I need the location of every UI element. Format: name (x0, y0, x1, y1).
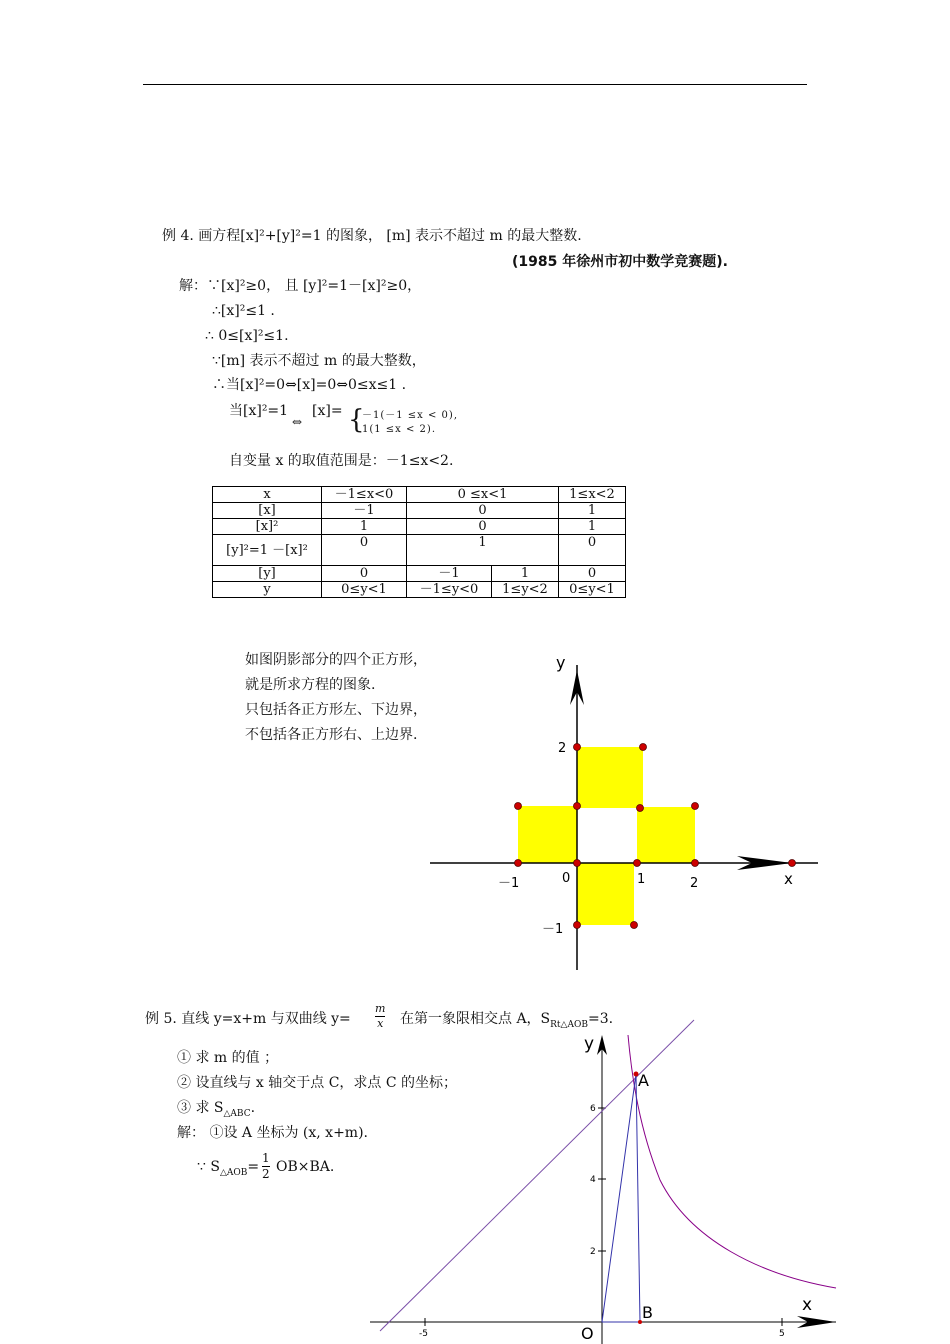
cell: 0 (407, 519, 559, 535)
ex5-q3-end: . (250, 1100, 256, 1116)
ex4-line1: 解：∵[x]²≥0， 且 [y]²=1－[x]²≥0， (179, 278, 422, 294)
ex4-title: 例 4. 画方程[x]²+[y]²=1 的图象， [m] 表示不超过 m 的最大整数. (162, 228, 582, 244)
tick-label: -5 (419, 1329, 428, 1339)
cell: [y]²=1 －[x]² (213, 535, 322, 566)
ex4-line4: ∵[m] 表示不超过 m 的最大整数， (212, 353, 426, 369)
case-brace: { (348, 405, 365, 435)
cell: 1≤x<2 (559, 487, 626, 503)
ex5-stmt-a: 例 5. 直线 y=x+m 与双曲线 y= (145, 1011, 351, 1027)
hyperbola (628, 1035, 836, 1288)
cell: x (213, 487, 322, 503)
ex5-sol2-eq: = (247, 1159, 260, 1175)
case-2: 1(1 ≤x < 2). (362, 424, 437, 435)
cell: －1≤y<0 (407, 582, 492, 598)
ex4-source: (1985 年徐州市初中数学竞赛题). (512, 254, 728, 270)
x-axis-label: x (802, 1295, 813, 1315)
tick-label: 0 (562, 871, 571, 886)
tick-label: 2 (558, 741, 567, 756)
cell: [y] (213, 566, 322, 582)
denominator: x (375, 1016, 385, 1030)
tick-label: －1 (498, 876, 520, 891)
ex4-line2: ∴[x]²≤1 . (212, 303, 275, 319)
tick-label: 5 (779, 1329, 785, 1339)
cell: 0≤y<1 (322, 582, 407, 598)
cell: 1≤y<2 (492, 582, 559, 598)
cell: 1 (559, 519, 626, 535)
tick-label: －1 (542, 922, 564, 937)
cell: [x]² (213, 519, 322, 535)
tick-label: 1 (637, 872, 646, 887)
ex4-line6a: 当[x]²=1 (229, 403, 289, 419)
cell: －1 (407, 566, 492, 582)
desc-line2: 就是所求方程的图象. (245, 677, 376, 693)
y-axis-label: y (556, 653, 566, 672)
ex5-stmt-c: =3. (587, 1011, 614, 1027)
desc-line4: 不包括各正方形右、上边界. (245, 727, 418, 743)
cell: 0 (322, 566, 407, 582)
cell: [x] (213, 503, 322, 519)
numerator: 1 (262, 1151, 270, 1165)
denominator: 2 (262, 1167, 270, 1182)
tick-label: 6 (590, 1104, 596, 1114)
cell: 1 (407, 535, 559, 566)
ex5-q2: ② 设直线与 x 轴交于点 C，求点 C 的坐标； (177, 1075, 458, 1091)
ex5-stmt-sub: Rt△AOB (550, 1019, 588, 1030)
desc-line1: 如图阴影部分的四个正方形， (245, 652, 427, 668)
tick-label: 2 (590, 1247, 596, 1257)
iff-symbol: ⇔ (292, 415, 303, 429)
label-b: B (642, 1303, 653, 1322)
desc-line3: 只包括各正方形左、下边界， (245, 702, 427, 718)
cell: 1 (322, 519, 407, 535)
ex5-sol2-tail: OB×BA. (276, 1159, 335, 1175)
cell: －1 (322, 503, 407, 519)
y-axis-label: y (584, 1034, 595, 1054)
triangle-aob (602, 1074, 640, 1322)
cell: 0 (322, 535, 407, 566)
ex4-line7: 自变量 x 的取值范围是：－1≤x<2. (229, 453, 454, 469)
ex5-sol2-text: ∵ S (197, 1159, 220, 1175)
ex4-line3: ∴ 0≤[x]²≤1. (205, 328, 289, 344)
cell: 0 (407, 503, 559, 519)
tick-label: 4 (590, 1175, 596, 1185)
ex4-line6c: [x]= (312, 403, 343, 419)
cell: 1 (559, 503, 626, 519)
cell: 0 (559, 566, 626, 582)
y-ticks (425, 1108, 782, 1326)
x-axis-label: x (784, 870, 793, 888)
numerator: m (375, 1002, 386, 1015)
cell: 0 ≤x<1 (407, 487, 559, 503)
cell: －1≤x<0 (322, 487, 407, 503)
cell: y (213, 582, 322, 598)
ex5-q3-sub: △ABC (223, 1108, 251, 1119)
label-a: A (638, 1071, 649, 1090)
ex4-line5: ∴当[x]²=0⇔[x]=0⇔0≤x≤1 . (212, 377, 407, 393)
label-o: O (581, 1324, 594, 1343)
ex5-sol2-sub: △AOB (219, 1167, 248, 1178)
ex5-q1: ① 求 m 的值 ； (177, 1050, 279, 1066)
ex5-stmt-b-text: 在第一象限相交点 A，S (400, 1011, 551, 1027)
cell: 0≤y<1 (559, 582, 626, 598)
cell: 1 (492, 566, 559, 582)
tick-label: 2 (690, 876, 699, 891)
ex5-sol1: 解： ①设 A 坐标为 (x, x+m). (177, 1125, 368, 1141)
case-1: －1(－1 ≤x < 0), (362, 410, 459, 421)
line-y-eq-x-plus-m (380, 1020, 694, 1331)
ex5-q3-text: ③ 求 S (177, 1100, 224, 1116)
cell: 0 (559, 535, 626, 566)
